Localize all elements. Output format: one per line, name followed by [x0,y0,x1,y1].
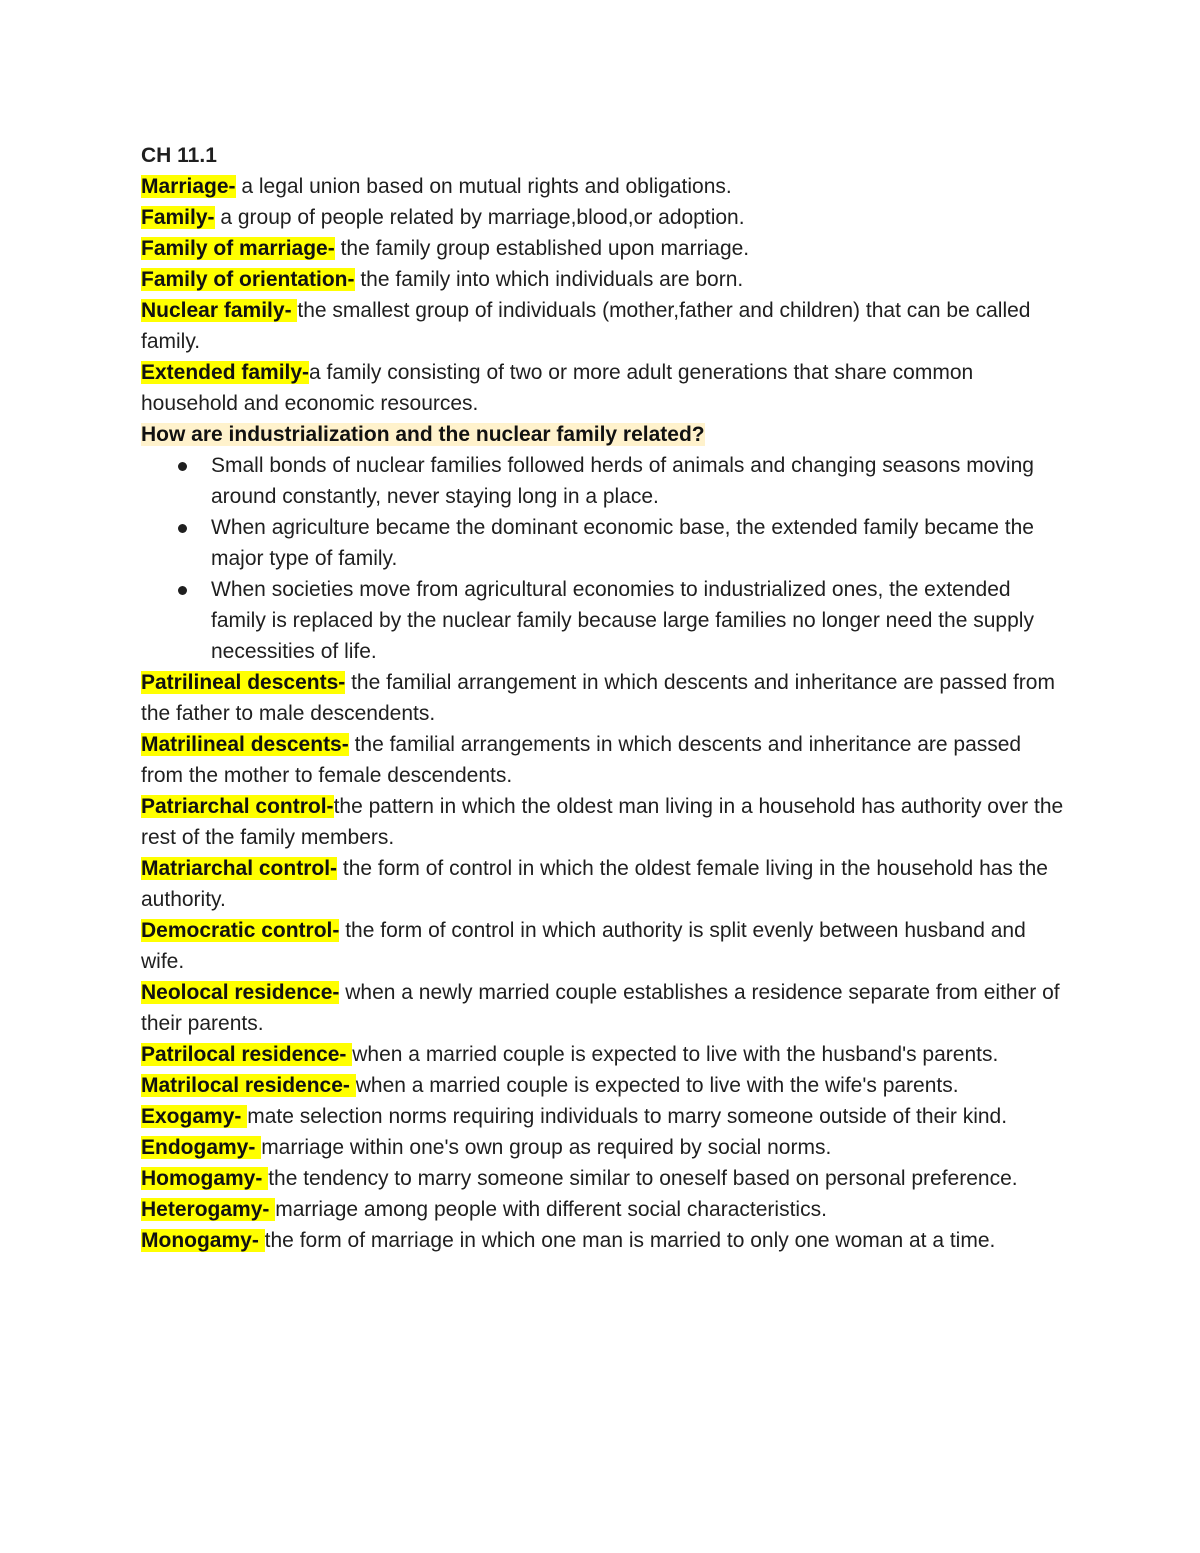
term-highlight: Marriage- [141,175,236,198]
definition-text: the form of marriage in which one man is married to only one woman at a time. [264,1229,996,1252]
definition-entry [141,915,1066,977]
definition-entry [141,729,1066,791]
definition-text: marriage among people with different social characteristics. [275,1198,827,1221]
bullet-dot-icon [178,524,187,533]
definition-entry [141,202,1066,233]
chapter-heading: CH 11.1 [141,144,217,167]
bullet-list [141,450,1066,667]
definition-entry [141,791,1066,853]
term-highlight: Patrilineal descents- [141,671,346,694]
definition-text: marriage within one's own group as required by social norms. [261,1136,832,1159]
term-highlight: Nuclear family- [141,299,298,322]
definition-text: a family consisting of two or more adult generations that share common household and economic resources. [141,361,974,415]
question-line [141,419,1066,450]
definition-entry [141,233,1066,264]
term-highlight: Monogamy- [141,1229,265,1252]
term-highlight: Patriarchal control- [141,795,334,818]
definition-entry [141,1132,1066,1163]
definition-entry [141,1194,1066,1225]
definition-text: the family into which individuals are born. [354,268,744,291]
bullet-dot-icon [178,586,187,595]
definition-text: the family group established upon marriage. [334,237,750,260]
definition-entry [141,295,1066,357]
term-highlight: Endogamy- [141,1136,262,1159]
definition-entry [141,853,1066,915]
definition-entry [141,264,1066,295]
definition-text: the smallest group of individuals (mother,father and children) that can be called family. [141,299,1031,353]
definition-text: the tendency to marry someone similar to oneself based on personal preference. [268,1167,1018,1190]
definitions-list-bottom [141,667,1066,1256]
definition-entry [141,1225,1066,1256]
definition-text: the familial arrangement in which descents and inheritance are passed from the father to male descendents. [141,671,1055,725]
definition-entry [141,1039,1066,1070]
term-highlight: Matrilocal residence- [141,1074,356,1097]
term-highlight: Family- [141,206,215,229]
definition-text: the familial arrangements in which descents and inheritance are passed from the mother to female descendents. [141,733,1022,787]
definition-text: the form of control in which the oldest female living in the household has the authority. [141,857,1048,911]
term-highlight: Extended family- [141,361,310,384]
definition-entry [141,667,1066,729]
term-highlight: Patrilocal residence- [141,1043,353,1066]
term-highlight: Homogamy- [141,1167,269,1190]
term-highlight: Matrilineal descents- [141,733,349,756]
definition-text: the form of control in which authority is split evenly between husband and wife. [141,919,1026,973]
definition-text: when a married couple is expected to live with the husband's parents. [352,1043,999,1066]
term-highlight: Neolocal residence- [141,981,340,1004]
bullet-text: Small bonds of nuclear families followed herds of animals and changing seasons moving around constantly, never staying long in a place. [211,454,1034,508]
definition-text: when a married couple is expected to live with the wife's parents. [355,1074,959,1097]
document-page [141,140,1066,1256]
term-highlight: Family of marriage- [141,237,335,260]
definition-entry [141,171,1066,202]
term-highlight: Democratic control- [141,919,340,942]
bullet-item [211,574,1066,667]
term-highlight: Exogamy- [141,1105,248,1128]
definition-entry [141,1070,1066,1101]
definition-text: when a newly married couple establishes a residence separate from either of their parents. [141,981,1060,1035]
bullet-item [211,450,1066,512]
definition-text: the pattern in which the oldest man living in a household has authority over the rest of the family members. [141,795,1064,849]
definition-text: mate selection norms requiring individuals to marry someone outside of their kind. [247,1105,1008,1128]
definition-text: a group of people related by marriage,blood,or adoption. [214,206,745,229]
definition-entry [141,1101,1066,1132]
bullet-item [211,512,1066,574]
definition-entry [141,357,1066,419]
term-highlight: Matriarchal control- [141,857,338,880]
bullet-text: When societies move from agricultural economies to industrialized ones, the extended family is replaced by the nuclear family because large families no longer need the supply necessities of life. [211,578,1034,663]
definition-text: a legal union based on mutual rights and obligations. [235,175,732,198]
bullet-dot-icon [178,462,187,471]
definitions-list-top [141,171,1066,419]
term-highlight: Family of orientation- [141,268,355,291]
bullet-text: When agriculture became the dominant economic base, the extended family became the major type of family. [211,516,1034,570]
definition-entry [141,977,1066,1039]
question-text: How are industrialization and the nuclear family related? [141,423,705,446]
term-highlight: Heterogamy- [141,1198,276,1221]
definition-entry [141,1163,1066,1194]
